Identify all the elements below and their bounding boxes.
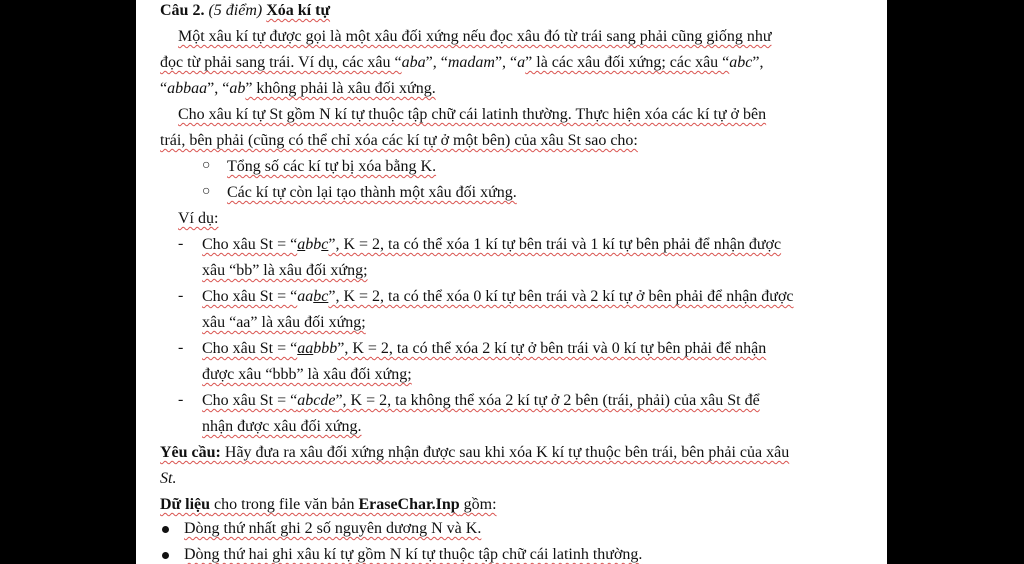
example-string-ab: ab bbox=[229, 80, 246, 97]
desc-line-1: Cho xâu kí tự St gồm N kí tự thuộc tập chữ cái latinh thường. Thực hiện xóa các kí tự ở bên bbox=[178, 106, 767, 123]
example-line: Cho xâu St = “aabc”, K = 2, ta có thể xóa 0 kí tự bên trái và 2 kí tự ở bên phải để nhận được bbox=[202, 288, 794, 305]
hollow-bullet-icon: ○ bbox=[202, 158, 211, 173]
input-item: Dòng thứ hai ghi xâu kí tự gồm N kí tự thuộc tập chữ cái latinh thường. bbox=[184, 546, 643, 563]
example-string-madam: madam bbox=[447, 54, 495, 71]
example-line-2: nhận được xâu đối xứng. bbox=[202, 418, 362, 435]
example-string-abc: abc bbox=[729, 54, 753, 71]
input-item: Dòng thứ nhất ghi 2 số nguyên dương N và K. bbox=[184, 520, 482, 537]
example-line: Cho xâu St = “abbc”, K = 2, ta có thể xóa 1 kí tự bên trái và 1 kí tự bên phải để nhận được bbox=[202, 236, 782, 253]
example-string-a: a bbox=[517, 54, 526, 71]
example-line: Cho xâu St = “aabbb”, K = 2, ta có thể xóa 2 kí tự ở bên trái và 0 kí tự bên phải để nhận bbox=[202, 340, 767, 357]
example-line-2: được xâu “bbb” là xâu đối xứng; bbox=[202, 366, 412, 383]
dash-bullet-icon: - bbox=[178, 235, 184, 252]
requirement-label: Yêu cầu: bbox=[160, 444, 221, 461]
example-string-abbaa: abbaa bbox=[167, 80, 208, 97]
question-points: (5 điểm) bbox=[208, 2, 263, 19]
example-string-aba: aba bbox=[401, 54, 426, 71]
intro-line-2: đọc từ phải sang trái. Ví dụ, các xâu “aba”, “madam”, “a” là các xâu đối xứng; các xâu “abc”, bbox=[160, 54, 764, 71]
dash-bullet-icon: - bbox=[178, 391, 184, 408]
question-title: Xóa kí tự bbox=[266, 2, 331, 19]
bullet-icon bbox=[162, 526, 169, 533]
document-page bbox=[136, 0, 887, 564]
examples-label: Ví dụ: bbox=[178, 210, 219, 227]
condition-item: Tổng số các kí tự bị xóa bằng K. bbox=[227, 158, 437, 175]
example-line: Cho xâu St = “abcde”, K = 2, ta không thể xóa 2 kí tự ở 2 bên (trái, phải) của xâu St để bbox=[202, 392, 760, 409]
desc-line-2: trái, bên phải (cũng có thể chỉ xóa các kí tự ở một bên) của xâu St sao cho: bbox=[160, 132, 638, 149]
input-label: Dữ liệu bbox=[160, 496, 211, 513]
question-heading bbox=[160, 1, 330, 21]
bullet-icon bbox=[162, 552, 169, 559]
hollow-bullet-icon: ○ bbox=[202, 184, 211, 199]
input-description: Dữ liệu cho trong file văn bản EraseChar.Inp gồm: bbox=[160, 496, 497, 513]
dash-bullet-icon: - bbox=[178, 339, 184, 356]
input-file-name: EraseChar.Inp bbox=[358, 496, 460, 513]
example-line-2: xâu “aa” là xâu đối xứng; bbox=[202, 314, 366, 331]
requirement-line-2: St. bbox=[160, 470, 177, 487]
condition-item: Các kí tự còn lại tạo thành một xâu đối xứng. bbox=[227, 184, 517, 201]
requirement-line: Yêu cầu: Hãy đưa ra xâu đối xứng nhận được sau khi xóa K kí tự thuộc bên trái, bên phải của xâu bbox=[160, 444, 790, 461]
intro-line-1: Một xâu kí tự được gọi là một xâu đối xứng nếu đọc xâu đó từ trái sang phải cũng giống như bbox=[178, 28, 772, 45]
intro-line-3: “abbaa”, “ab” không phải là xâu đối xứng. bbox=[160, 80, 436, 97]
dash-bullet-icon: - bbox=[178, 287, 184, 304]
question-label: Câu 2. bbox=[160, 2, 205, 19]
example-line-2: xâu “bb” là xâu đối xứng; bbox=[202, 262, 368, 279]
